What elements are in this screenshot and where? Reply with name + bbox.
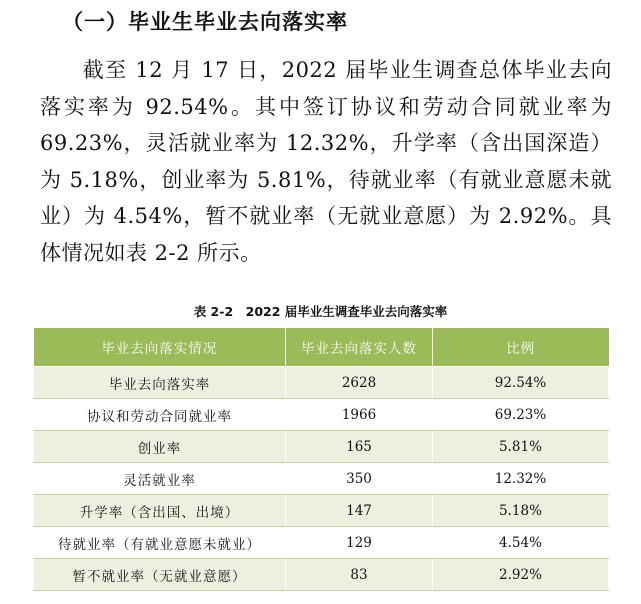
- row-label: 待就业率（有就业意愿未就业）: [34, 527, 286, 559]
- header-destination: 毕业去向落实情况: [34, 328, 286, 367]
- table-row: [34, 431, 609, 463]
- table-caption: 表 2-2 2022 届毕业生调查毕业去向落实率: [193, 304, 448, 319]
- row-ratio: 5.81%: [433, 431, 609, 463]
- table-row: [34, 367, 609, 399]
- table-row: [34, 399, 609, 431]
- row-count: 83: [286, 559, 433, 591]
- row-ratio: 92.54%: [433, 367, 609, 399]
- paragraph-text: 截至 12 月 17 日，2022 届毕业生调查总体毕业去向落实率为 92.54%。其中签订协议和劳动合同就业率为 69.23%，灵活就业率为 12.32%，升学率（含出国深造）为 5.18%，创业率为 5.81%，待就业率（有就业意愿未就业）为 4.54%，暂不就业率（无就业意愿）为 2.92%。具体情况如表 2-2 所示。: [40, 58, 612, 265]
- placement-rate-table: [33, 328, 609, 591]
- table-row: [34, 527, 609, 559]
- row-label: 升学率（含出国、出境）: [34, 495, 286, 527]
- table-row: [34, 463, 609, 495]
- row-count: 2628: [286, 367, 433, 399]
- row-ratio: 5.18%: [433, 495, 609, 527]
- header-ratio: 比例: [433, 328, 609, 367]
- header-count: 毕业去向落实人数: [286, 328, 433, 367]
- section-heading: （一）毕业生毕业去向落实率: [62, 10, 348, 34]
- table-header-row: [34, 328, 609, 367]
- row-count: 147: [286, 495, 433, 527]
- row-ratio: 12.32%: [433, 463, 609, 495]
- row-label: 灵活就业率: [34, 463, 286, 495]
- row-count: 1966: [286, 399, 433, 431]
- row-ratio: 4.54%: [433, 527, 609, 559]
- row-label: 创业率: [34, 431, 286, 463]
- row-count: 350: [286, 463, 433, 495]
- row-count: 165: [286, 431, 433, 463]
- table-row: [34, 495, 609, 527]
- summary-paragraph: [40, 52, 612, 271]
- row-label: 暂不就业率（无就业意愿）: [34, 559, 286, 591]
- row-count: 129: [286, 527, 433, 559]
- row-ratio: 69.23%: [433, 399, 609, 431]
- row-ratio: 2.92%: [433, 559, 609, 591]
- table-row: [34, 559, 609, 591]
- row-label: 毕业去向落实率: [34, 367, 286, 399]
- row-label: 协议和劳动合同就业率: [34, 399, 286, 431]
